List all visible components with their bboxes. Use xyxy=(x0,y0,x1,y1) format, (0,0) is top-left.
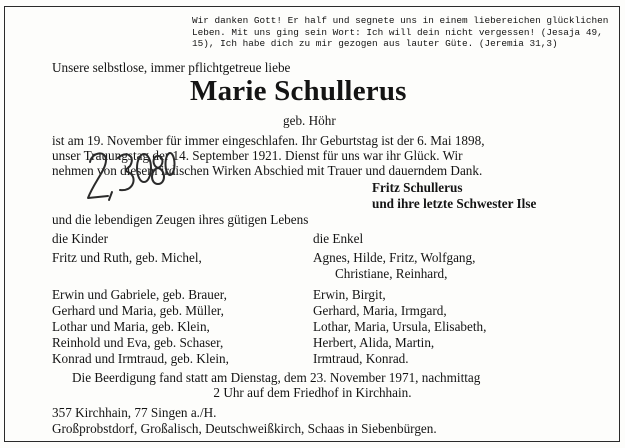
child-family: Fritz und Ruth, geb. Michel, xyxy=(52,250,202,265)
signer-sister: und ihre letzte Schwester Ilse xyxy=(372,196,537,211)
bible-quote-line: Leben. Mit uns ging sein Wort: Ich will dein nicht vergessen! (Jesaja 49, xyxy=(192,26,603,38)
address-line: Großprobstdorf, Großalisch, Deutschweißkirch, Schaas in Siebenbürgen. xyxy=(52,421,437,436)
body-line: unser Trauungstag der 14. September 1921. Dienst für uns war ihr Glück. Wir xyxy=(52,148,463,163)
maiden-name: geb. Höhr xyxy=(283,113,336,128)
bible-quote xyxy=(192,15,609,50)
grandchild-names: Agnes, Hilde, Fritz, Wolfgang, xyxy=(313,250,476,265)
grandchild-names: Herbert, Alida, Martin, xyxy=(313,335,435,350)
bible-quote-line: 15), Ich habe dich zu mir gezogen aus lauter Güte. (Jeremia 31,3) xyxy=(192,38,558,50)
grandchild-names: Lothar, Maria, Ursula, Elisabeth, xyxy=(313,319,487,334)
child-family: Konrad und Irmtraud, geb. Klein, xyxy=(52,351,229,366)
deceased-name: Marie Schullerus xyxy=(190,75,407,107)
grandchild-names: Erwin, Birgit, xyxy=(313,287,386,302)
body-line: nehmen von diesem irdischen Wirken Abschied mit Trauer und dauerndem Dank. xyxy=(52,163,483,178)
grandchild-names: Gerhard, Maria, Irmgard, xyxy=(313,303,447,318)
intro-line: Unsere selbstlose, immer pflichtgetreue liebe xyxy=(52,60,291,75)
child-family: Erwin und Gabriele, geb. Brauer, xyxy=(52,287,227,302)
funeral-line: 2 Uhr auf dem Friedhof in Kirchhain. xyxy=(213,385,412,400)
grandchild-names: Christiane, Reinhard, xyxy=(335,266,448,281)
bible-quote-line: Wir danken Gott! Er half und segnete uns in einem liebereichen glücklichen xyxy=(192,15,609,26)
grandchildren-heading: die Enkel xyxy=(313,231,364,246)
child-family: Lothar und Maria, geb. Klein, xyxy=(52,319,210,334)
child-family: Reinhold und Eva, geb. Schaser, xyxy=(52,335,224,350)
children-heading: die Kinder xyxy=(52,231,109,246)
address-line: 357 Kirchhain, 77 Singen a./H. xyxy=(52,405,217,420)
signer-name: Fritz Schullerus xyxy=(372,180,463,195)
witness-line: und die lebendigen Zeugen ihres gütigen Lebens xyxy=(52,212,309,227)
funeral-line: Die Beerdigung fand statt am Dienstag, dem 23. November 1971, nachmittag xyxy=(72,370,481,385)
body-line: ist am 19. November für immer eingeschlafen. Ihr Geburtstag ist der 6. Mai 1898, xyxy=(52,133,485,148)
child-family: Gerhard und Maria, geb. Müller, xyxy=(52,303,224,318)
grandchild-names: Irmtraud, Konrad. xyxy=(313,351,409,366)
